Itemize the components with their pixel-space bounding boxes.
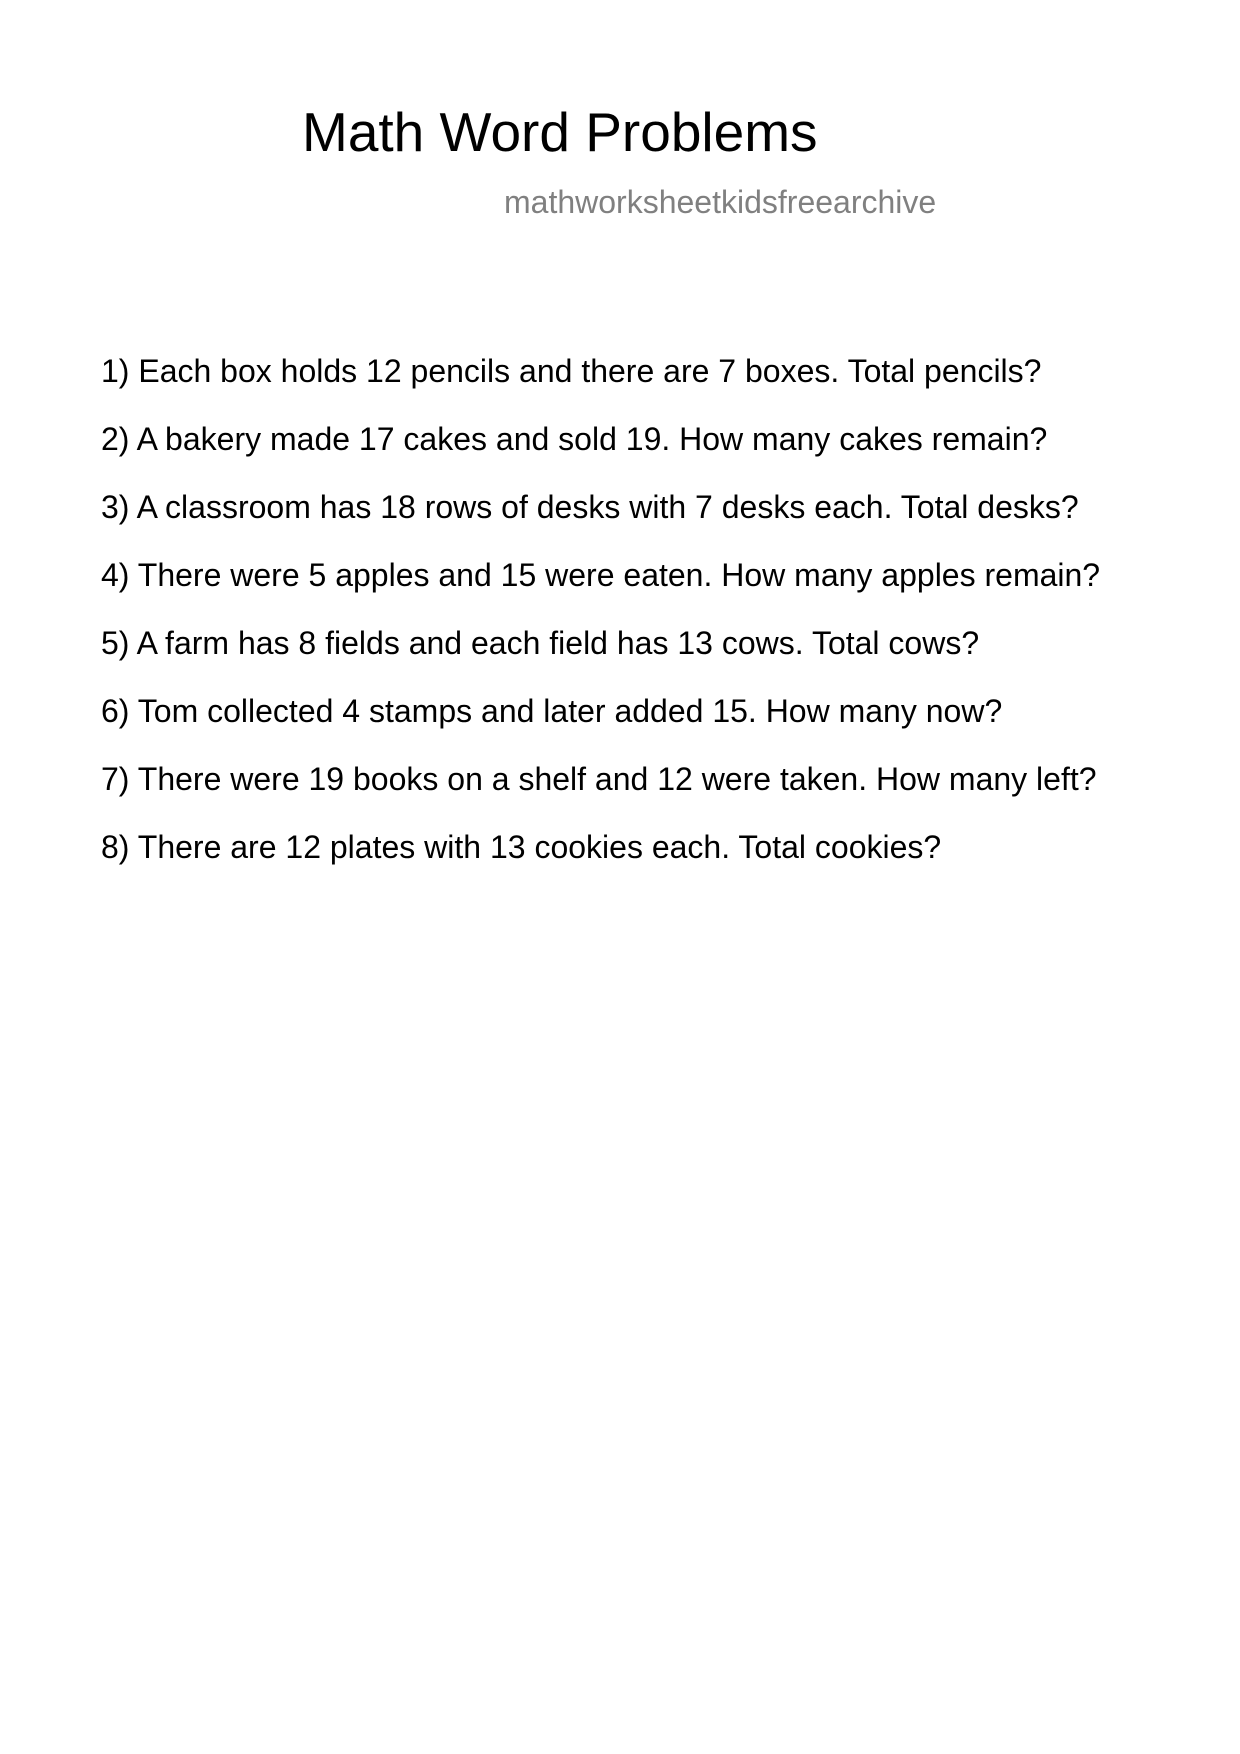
page-title: Math Word Problems — [302, 101, 818, 163]
problem-7: 7) There were 19 books on a shelf and 12 were taken. How many left? — [101, 761, 1097, 797]
source-subtitle: mathworksheetkidsfreearchive — [504, 184, 937, 220]
problem-6: 6) Tom collected 4 stamps and later added 15. How many now? — [101, 693, 1003, 729]
problem-2: 2) A bakery made 17 cakes and sold 19. How many cakes remain? — [101, 421, 1048, 457]
problem-1: 1) Each box holds 12 pencils and there are 7 boxes. Total pencils? — [101, 353, 1042, 389]
problem-list — [101, 350, 1161, 894]
problem-4: 4) There were 5 apples and 15 were eaten. How many apples remain? — [101, 557, 1101, 593]
problem-8: 8) There are 12 plates with 13 cookies each. Total cookies? — [101, 829, 942, 865]
problem-5: 5) A farm has 8 fields and each field has 13 cows. Total cows? — [101, 625, 980, 661]
problem-3: 3) A classroom has 18 rows of desks with 7 desks each. Total desks? — [101, 489, 1079, 525]
